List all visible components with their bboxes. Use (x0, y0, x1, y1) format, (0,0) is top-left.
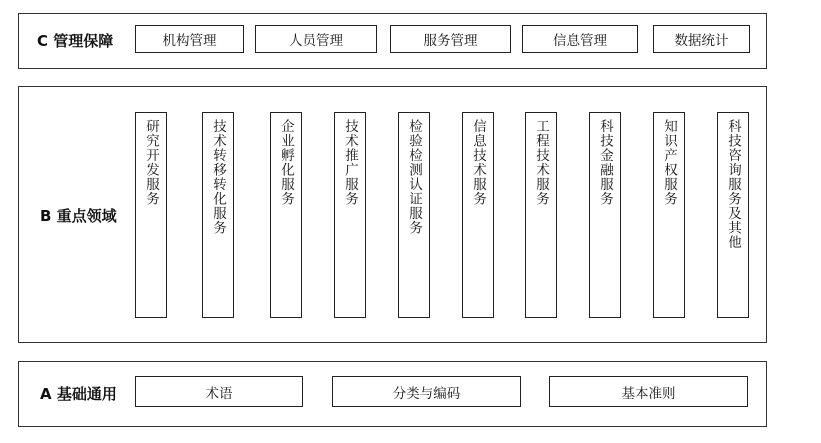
b-item-1 (202, 112, 234, 318)
b-item-2 (270, 112, 302, 318)
c-item-3: 信息管理 (522, 25, 638, 53)
b-item-4 (398, 112, 430, 318)
b-item-9 (717, 112, 749, 318)
c-item-4: 数据统计 (653, 25, 750, 53)
c-item-1: 人员管理 (255, 25, 377, 53)
b-item-5-label: 信息技术服务 (470, 119, 486, 206)
a-item-1: 分类与编码 (332, 376, 521, 407)
b-item-9-label: 科技咨询服务及其他 (725, 119, 741, 250)
b-item-5 (462, 112, 494, 318)
b-item-2-label: 企业孵化服务 (278, 119, 294, 206)
b-item-7 (589, 112, 621, 318)
c-item-2: 服务管理 (390, 25, 511, 53)
b-item-8-label: 知识产权服务 (661, 119, 677, 206)
b-item-0 (135, 112, 167, 318)
panel-key-areas-label: B 重点领域 (40, 207, 117, 225)
a-item-2: 基本准则 (549, 376, 748, 407)
b-item-0-label: 研究开发服务 (143, 119, 159, 206)
b-item-1-label: 技术转移转化服务 (210, 119, 226, 235)
a-item-0: 术语 (135, 376, 303, 407)
b-item-6 (525, 112, 557, 318)
b-item-7-label: 科技金融服务 (597, 119, 613, 206)
b-item-8 (653, 112, 685, 318)
panel-management-label: C 管理保障 (37, 32, 114, 50)
b-item-3-label: 技术推广服务 (342, 119, 358, 206)
c-item-0: 机构管理 (135, 25, 244, 53)
b-item-6-label: 工程技术服务 (533, 119, 549, 206)
b-item-3 (334, 112, 366, 318)
panel-foundation-label: A 基础通用 (40, 385, 117, 403)
b-item-4-label: 检验检测认证服务 (406, 119, 422, 235)
